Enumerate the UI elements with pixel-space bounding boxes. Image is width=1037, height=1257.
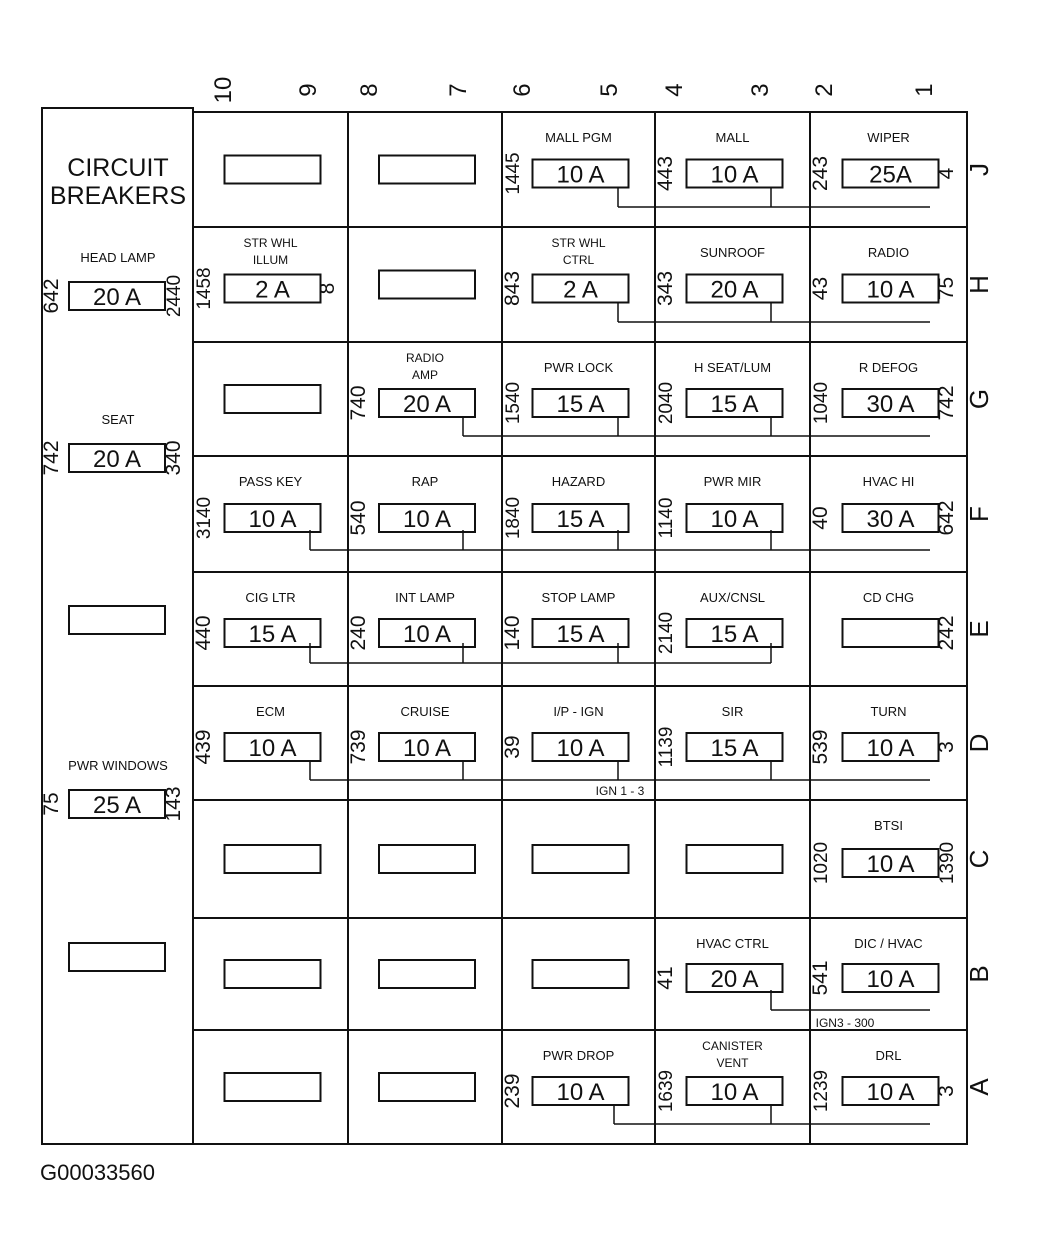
column-number: 5 xyxy=(596,83,623,97)
fuse-cell xyxy=(501,590,629,651)
fuse-rating: 10 A xyxy=(402,506,452,533)
fuse-label: SIR xyxy=(721,704,744,719)
circuit-breakers-title-line2: BREAKERS xyxy=(49,182,187,210)
column-number: 10 xyxy=(210,76,237,104)
breaker-label: SEAT xyxy=(101,412,135,427)
bus-label-ign3: IGN3 - 300 xyxy=(815,1016,875,1030)
fuse-cell xyxy=(654,245,783,306)
fuse-rating: 20 A xyxy=(710,276,759,304)
fuse-label: CD CHG xyxy=(862,590,915,605)
circuit-number-left: 1139 xyxy=(656,726,677,768)
column-number: 1 xyxy=(911,83,938,97)
fuse-slot xyxy=(533,960,629,988)
fuse-rating: 10 A xyxy=(402,621,452,648)
breaker-number-right: 2440 xyxy=(164,274,185,318)
fuse-label: STOP LAMP xyxy=(541,590,616,605)
fuse-slot xyxy=(379,960,475,988)
fuse-rating: 20 A xyxy=(92,446,142,473)
fuse-label: R DEFOG xyxy=(858,360,919,375)
fuse-cell xyxy=(503,474,629,539)
circuit-number-left: 739 xyxy=(347,729,370,765)
circuit-number-left: 1458 xyxy=(194,267,215,310)
column-number: 7 xyxy=(445,83,472,97)
fuse-label: WIPER xyxy=(867,130,910,145)
fuse-rating: 20 A xyxy=(710,966,759,993)
fuse-label-line2: CTRL xyxy=(562,253,595,267)
fuse-rating: 10 A xyxy=(556,735,605,762)
column-number: 6 xyxy=(509,83,536,97)
fuse-cell xyxy=(843,590,959,651)
fuse-slot xyxy=(379,271,475,299)
fuse-label: RADIO xyxy=(405,351,445,365)
fuse-rating: 10 A xyxy=(710,1079,759,1106)
fuse-label: MALL PGM xyxy=(545,130,612,145)
fuse-slot xyxy=(225,1073,321,1101)
fuse-cell xyxy=(809,245,958,304)
fuse-label: HVAC CTRL xyxy=(696,936,769,951)
fuse-label: PASS KEY xyxy=(238,474,303,489)
circuit-number-left: 740 xyxy=(347,385,370,421)
fuse-rating: 15 A xyxy=(710,735,759,762)
fuse-rating: 20 A xyxy=(92,284,142,311)
fuse-rating: 10 A xyxy=(710,161,759,189)
fuse-rating: 15 A xyxy=(556,391,605,418)
row-letter: A xyxy=(964,1078,994,1096)
circuit-number-right: 8 xyxy=(316,282,339,295)
circuit-breaker-panel xyxy=(40,154,186,971)
fuse-label: RADIO xyxy=(867,245,910,260)
fuse-label: PWR MIR xyxy=(703,474,762,489)
fuse-slot xyxy=(225,845,321,873)
circuit-number-left: 1540 xyxy=(503,381,524,425)
circuit-number-left: 1840 xyxy=(503,496,524,540)
fuse-cell xyxy=(811,1048,958,1112)
fuse-rating: 10 A xyxy=(402,735,452,762)
fuse-label: HAZARD xyxy=(551,474,606,489)
fuse-label: H SEAT/LUM xyxy=(693,360,772,375)
fuse-cell xyxy=(809,936,939,996)
breaker-slot xyxy=(69,943,165,971)
fuse-label: STR WHL xyxy=(551,236,606,250)
fuse-label: ECM xyxy=(256,704,285,719)
column-number: 3 xyxy=(747,83,774,97)
circuit-number-left: 1445 xyxy=(503,152,524,195)
fuse-cell xyxy=(503,130,629,195)
fuse-cell xyxy=(194,236,339,310)
fuse-cell xyxy=(656,704,783,767)
column-number: 2 xyxy=(811,83,838,97)
circuit-number-left: 343 xyxy=(654,270,677,307)
circuit-number-left: 1639 xyxy=(656,1069,677,1113)
fuse-cell xyxy=(192,590,321,651)
fuse-cell xyxy=(225,156,321,184)
fuse-label: PWR DROP xyxy=(542,1048,615,1063)
circuit-number-left: 541 xyxy=(809,960,832,996)
fuse-cell xyxy=(811,818,958,884)
fuse-rating: 15 A xyxy=(556,506,605,533)
fuse-cell xyxy=(656,360,783,424)
fuse-label: CRUISE xyxy=(400,704,450,719)
fuse-cell xyxy=(654,130,783,191)
circuit-number-right: 742 xyxy=(935,385,958,421)
fuse-rating: 10 A xyxy=(248,735,297,762)
fuse-slot xyxy=(379,156,475,184)
fuse-rating: 10 A xyxy=(556,1079,605,1106)
fuse-cell xyxy=(533,960,629,988)
row-letter: D xyxy=(964,733,994,753)
fuse-cell xyxy=(347,590,475,651)
fuse-label: INT LAMP xyxy=(395,590,455,605)
circuit-number-left: 1140 xyxy=(656,497,677,539)
fuse-slot xyxy=(225,385,321,413)
circuit-breakers-title-line1: CIRCUIT xyxy=(67,154,169,182)
fuse-cell xyxy=(347,474,475,536)
fuse-slot xyxy=(533,845,629,873)
breaker-number-left: 742 xyxy=(40,440,63,476)
fuse-slot xyxy=(225,960,321,988)
circuit-number-left: 41 xyxy=(654,966,677,990)
fuse-label: SUNROOF xyxy=(700,245,765,260)
column-number: 8 xyxy=(356,83,383,97)
fuse-rating: 25A xyxy=(869,161,912,189)
circuit-number-left: 39 xyxy=(501,735,524,759)
fuse-cell xyxy=(501,1048,629,1109)
fuse-cell xyxy=(503,360,629,424)
breaker-number-right: 340 xyxy=(162,440,185,476)
fuse-label: AUX/CNSL xyxy=(699,590,766,605)
fuse-label: DRL xyxy=(875,1048,902,1063)
fuse-label: BTSI xyxy=(874,818,903,833)
fuse-rating: 10 A xyxy=(710,506,759,533)
fuse-cell xyxy=(194,474,321,539)
circuit-breaker xyxy=(40,412,185,476)
fuse-label: MALL xyxy=(715,130,750,145)
fuse-cell xyxy=(656,590,783,654)
circuit-number-left: 440 xyxy=(192,615,215,651)
fuse-cell xyxy=(654,936,783,993)
fuse-label-line2: ILLUM xyxy=(252,253,289,267)
fuse-cell xyxy=(192,704,321,765)
fuse-rating: 15 A xyxy=(556,621,605,648)
circuit-number-right: 4 xyxy=(935,167,958,180)
fuse-cell xyxy=(225,845,321,873)
fuse-label-line2: VENT xyxy=(716,1056,749,1070)
fuse-rating: 10 A xyxy=(866,966,915,993)
column-number: 9 xyxy=(295,83,322,97)
circuit-number-left: 3140 xyxy=(194,496,215,540)
fuse-slot xyxy=(225,156,321,184)
fuse-rating: 15 A xyxy=(710,621,759,648)
fuse-slot xyxy=(687,845,783,873)
fuse-rating: 30 A xyxy=(866,391,915,418)
fuse-cell xyxy=(379,1073,475,1101)
fuse-cell xyxy=(533,845,629,873)
circuit-number-left: 40 xyxy=(809,506,832,530)
circuit-number-left: 540 xyxy=(347,500,370,536)
breaker-label: PWR WINDOWS xyxy=(68,758,168,773)
row-letter: G xyxy=(964,388,994,410)
circuit-breaker xyxy=(40,250,185,317)
circuit-number-left: 140 xyxy=(501,615,524,651)
circuit-number-left: 243 xyxy=(809,155,832,192)
fuse-label: CIG LTR xyxy=(245,590,296,605)
fuse-rating: 25 A xyxy=(92,792,142,819)
fuse-rating: 10 A xyxy=(556,161,605,189)
fuse-label: HVAC HI xyxy=(862,474,915,489)
fuse-rating: 10 A xyxy=(866,1079,915,1106)
circuit-number-left: 2140 xyxy=(656,611,677,655)
fuse-cell xyxy=(501,704,629,762)
circuit-number-left: 240 xyxy=(347,615,370,651)
circuit-number-left: 443 xyxy=(654,155,677,192)
fuse-label-line2: AMP xyxy=(411,368,439,382)
fuse-rating: 30 A xyxy=(866,506,915,533)
fuse-cell xyxy=(809,130,958,191)
fuse-label: DIC / HVAC xyxy=(854,936,923,951)
fuse-rating: 15 A xyxy=(710,391,759,418)
fuse-grid xyxy=(192,130,958,1112)
fuse-cell xyxy=(656,1039,783,1112)
fuse-rating: 10 A xyxy=(866,735,915,762)
fuse-rating: 10 A xyxy=(866,276,915,304)
circuit-number-left: 1020 xyxy=(811,841,832,885)
fuse-cell xyxy=(809,704,958,765)
fuse-slot xyxy=(379,1073,475,1101)
row-letter: C xyxy=(964,849,994,869)
fuse-label: TURN xyxy=(870,704,907,719)
row-letter: B xyxy=(964,965,994,983)
fuse-rating: 10 A xyxy=(866,851,915,878)
figure-id: G00033560 xyxy=(40,1160,155,1185)
fuse-label: PWR LOCK xyxy=(543,360,614,375)
circuit-number-left: 1040 xyxy=(811,381,832,425)
fuse-cell xyxy=(379,271,475,299)
fuse-cell xyxy=(501,236,629,306)
fuse-cell xyxy=(811,360,958,424)
fuse-rating: 2 A xyxy=(255,276,290,304)
circuit-number-left: 439 xyxy=(192,729,215,765)
fuse-rating: 10 A xyxy=(248,506,297,533)
breaker-number-right: 143 xyxy=(162,786,185,822)
breaker-number-left: 75 xyxy=(40,792,63,816)
fuse-rating: 15 A xyxy=(248,621,297,648)
circuit-breaker xyxy=(69,606,165,634)
fuse-cell xyxy=(347,704,475,765)
row-letter: F xyxy=(964,506,994,522)
fuse-cell xyxy=(347,351,475,421)
bus-lines xyxy=(310,187,930,1124)
circuit-number-right: 642 xyxy=(935,500,958,536)
fuse-cell xyxy=(656,474,783,538)
fuse-label: RAP xyxy=(411,474,439,489)
breaker-label: HEAD LAMP xyxy=(80,250,156,265)
fuse-label: STR WHL xyxy=(243,236,298,250)
fuse-cell xyxy=(379,845,475,873)
fuse-cell xyxy=(379,960,475,988)
circuit-breaker xyxy=(69,943,165,971)
breaker-number-left: 642 xyxy=(40,278,63,314)
circuit-breaker xyxy=(40,758,185,822)
circuit-number-left: 1239 xyxy=(811,1069,832,1113)
fuse-label: CANISTER xyxy=(702,1039,763,1053)
circuit-number-right: 75 xyxy=(935,276,958,301)
row-letter: E xyxy=(964,620,994,638)
circuit-number-left: 843 xyxy=(501,270,524,307)
circuit-number-right: 3 xyxy=(935,741,958,753)
fuse-cell xyxy=(225,1073,321,1101)
breaker-slot xyxy=(69,606,165,634)
circuit-number-left: 539 xyxy=(809,729,832,765)
fuse-rating: 2 A xyxy=(563,276,598,304)
circuit-number-left: 43 xyxy=(809,276,832,301)
fuse-cell xyxy=(225,960,321,988)
circuit-number-left: 2040 xyxy=(656,381,677,425)
fuse-rating: 20 A xyxy=(402,391,452,418)
fuse-cell xyxy=(687,845,783,873)
row-letter: J xyxy=(964,163,994,176)
fuse-cell xyxy=(379,156,475,184)
circuit-number-right: 1390 xyxy=(937,841,958,885)
circuit-number-left: 239 xyxy=(501,1073,524,1109)
circuit-number-right: 242 xyxy=(935,615,958,651)
bus-label-ign1: IGN 1 - 3 xyxy=(595,784,645,798)
fuse-slot xyxy=(379,845,475,873)
column-number: 4 xyxy=(661,83,688,97)
fuse-cell xyxy=(225,385,321,413)
fuse-label: I/P - IGN xyxy=(553,704,604,719)
row-letter: H xyxy=(964,275,994,294)
fuse-slot xyxy=(843,619,939,647)
circuit-number-right: 3 xyxy=(935,1085,958,1097)
fuse-cell xyxy=(809,474,958,536)
